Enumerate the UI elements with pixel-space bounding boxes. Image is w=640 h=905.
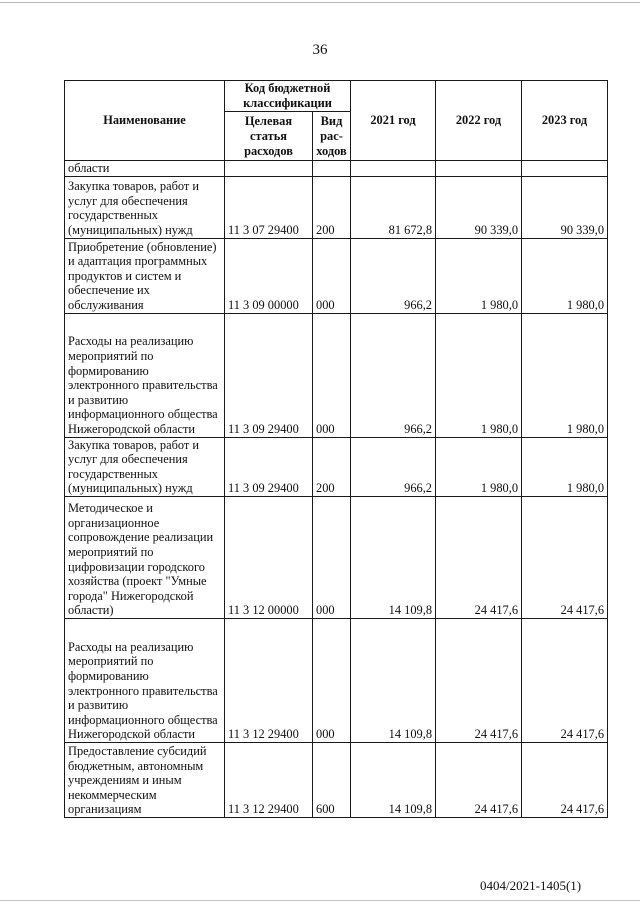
header-2022: 2022 год: [436, 81, 522, 161]
row-2021-cell: 14 109,8: [351, 742, 436, 817]
header-target-article: Целевая статья расходов: [225, 112, 313, 161]
row-expense-kind-cell: 600: [313, 742, 351, 817]
row-2021-cell: 966,2: [351, 238, 436, 313]
table-header: [65, 81, 608, 161]
row-2021-cell: 966,2: [351, 313, 436, 437]
row-2023-cell: [522, 161, 608, 177]
row-2022-cell: [436, 161, 522, 177]
page-number: 36: [312, 42, 328, 58]
row-target-article-cell: 11 3 09 00000: [225, 238, 313, 313]
table-row: [65, 742, 608, 817]
table-row: [65, 176, 608, 238]
row-2022-cell: 90 339,0: [436, 176, 522, 238]
table-row: [65, 238, 608, 313]
row-2021-cell: 14 109,8: [351, 618, 436, 742]
row-target-article-cell: 11 3 09 29400: [225, 437, 313, 496]
table-row: [65, 313, 608, 437]
row-2022-cell: 1 980,0: [436, 437, 522, 496]
scan-edge-bottom: [0, 900, 640, 901]
row-2023-cell: 1 980,0: [522, 437, 608, 496]
header-expense-kind: Вид рас-ходов: [313, 112, 351, 161]
row-2021-cell: 966,2: [351, 437, 436, 496]
row-2023-cell: 24 417,6: [522, 496, 608, 618]
header-name: Наименование: [65, 81, 225, 161]
row-expense-kind-cell: 200: [313, 437, 351, 496]
row-2021-cell: 81 672,8: [351, 176, 436, 238]
row-name-cell: Закупка товаров, работ и услуг для обеспечения государственных (муниципальных) нужд: [65, 176, 225, 238]
row-name-cell: Расходы на реализацию мероприятий по формированию электронного правительства и развитию информационного общества Нижегородской области: [65, 313, 225, 437]
row-name-cell: Приобретение (обновление) и адаптация программных продуктов и систем и обеспечение их обслуживания: [65, 238, 225, 313]
row-expense-kind-cell: 000: [313, 238, 351, 313]
row-target-article-cell: [225, 161, 313, 177]
table-row: [65, 618, 608, 742]
row-2022-cell: 24 417,6: [436, 496, 522, 618]
row-target-article-cell: 11 3 12 29400: [225, 742, 313, 817]
table-body: [65, 161, 608, 818]
row-target-article-cell: 11 3 12 29400: [225, 618, 313, 742]
row-2022-cell: 24 417,6: [436, 618, 522, 742]
row-2023-cell: 1 980,0: [522, 313, 608, 437]
header-2023: 2023 год: [522, 81, 608, 161]
scan-edge-top: [0, 2, 640, 3]
table-row: [65, 496, 608, 618]
row-name-cell: Расходы на реализацию мероприятий по формированию электронного правительства и развитию информационного общества Нижегородской области: [65, 618, 225, 742]
row-name-cell: Закупка товаров, работ и услуг для обеспечения государственных (муниципальных) нужд: [65, 437, 225, 496]
row-expense-kind-cell: 000: [313, 313, 351, 437]
row-2022-cell: 1 980,0: [436, 238, 522, 313]
table-row: [65, 161, 608, 177]
row-target-article-cell: 11 3 12 00000: [225, 496, 313, 618]
row-target-article-cell: 11 3 07 29400: [225, 176, 313, 238]
row-expense-kind-cell: 200: [313, 176, 351, 238]
row-2021-cell: 14 109,8: [351, 496, 436, 618]
header-code-group: Код бюджетной классификации: [225, 81, 351, 112]
row-expense-kind-cell: 000: [313, 496, 351, 618]
row-2023-cell: 1 980,0: [522, 238, 608, 313]
table-row: [65, 437, 608, 496]
row-expense-kind-cell: 000: [313, 618, 351, 742]
row-name-cell: Методическое и организационное сопровождение реализации мероприятий по цифровизации городского хозяйства (проект "Умные города" Нижегородской области): [65, 496, 225, 618]
row-name-cell: области: [65, 161, 225, 177]
row-expense-kind-cell: [313, 161, 351, 177]
row-2023-cell: 24 417,6: [522, 742, 608, 817]
row-2021-cell: [351, 161, 436, 177]
document-code: 0404/2021-1405(1): [480, 878, 582, 893]
row-2022-cell: 1 980,0: [436, 313, 522, 437]
header-2021: 2021 год: [351, 81, 436, 161]
row-target-article-cell: 11 3 09 29400: [225, 313, 313, 437]
row-2022-cell: 24 417,6: [436, 742, 522, 817]
row-name-cell: Предоставление субсидий бюджетным, автономным учреждениям и иным некоммерческим организациям: [65, 742, 225, 817]
row-2023-cell: 90 339,0: [522, 176, 608, 238]
budget-table: [64, 80, 608, 818]
row-2023-cell: 24 417,6: [522, 618, 608, 742]
